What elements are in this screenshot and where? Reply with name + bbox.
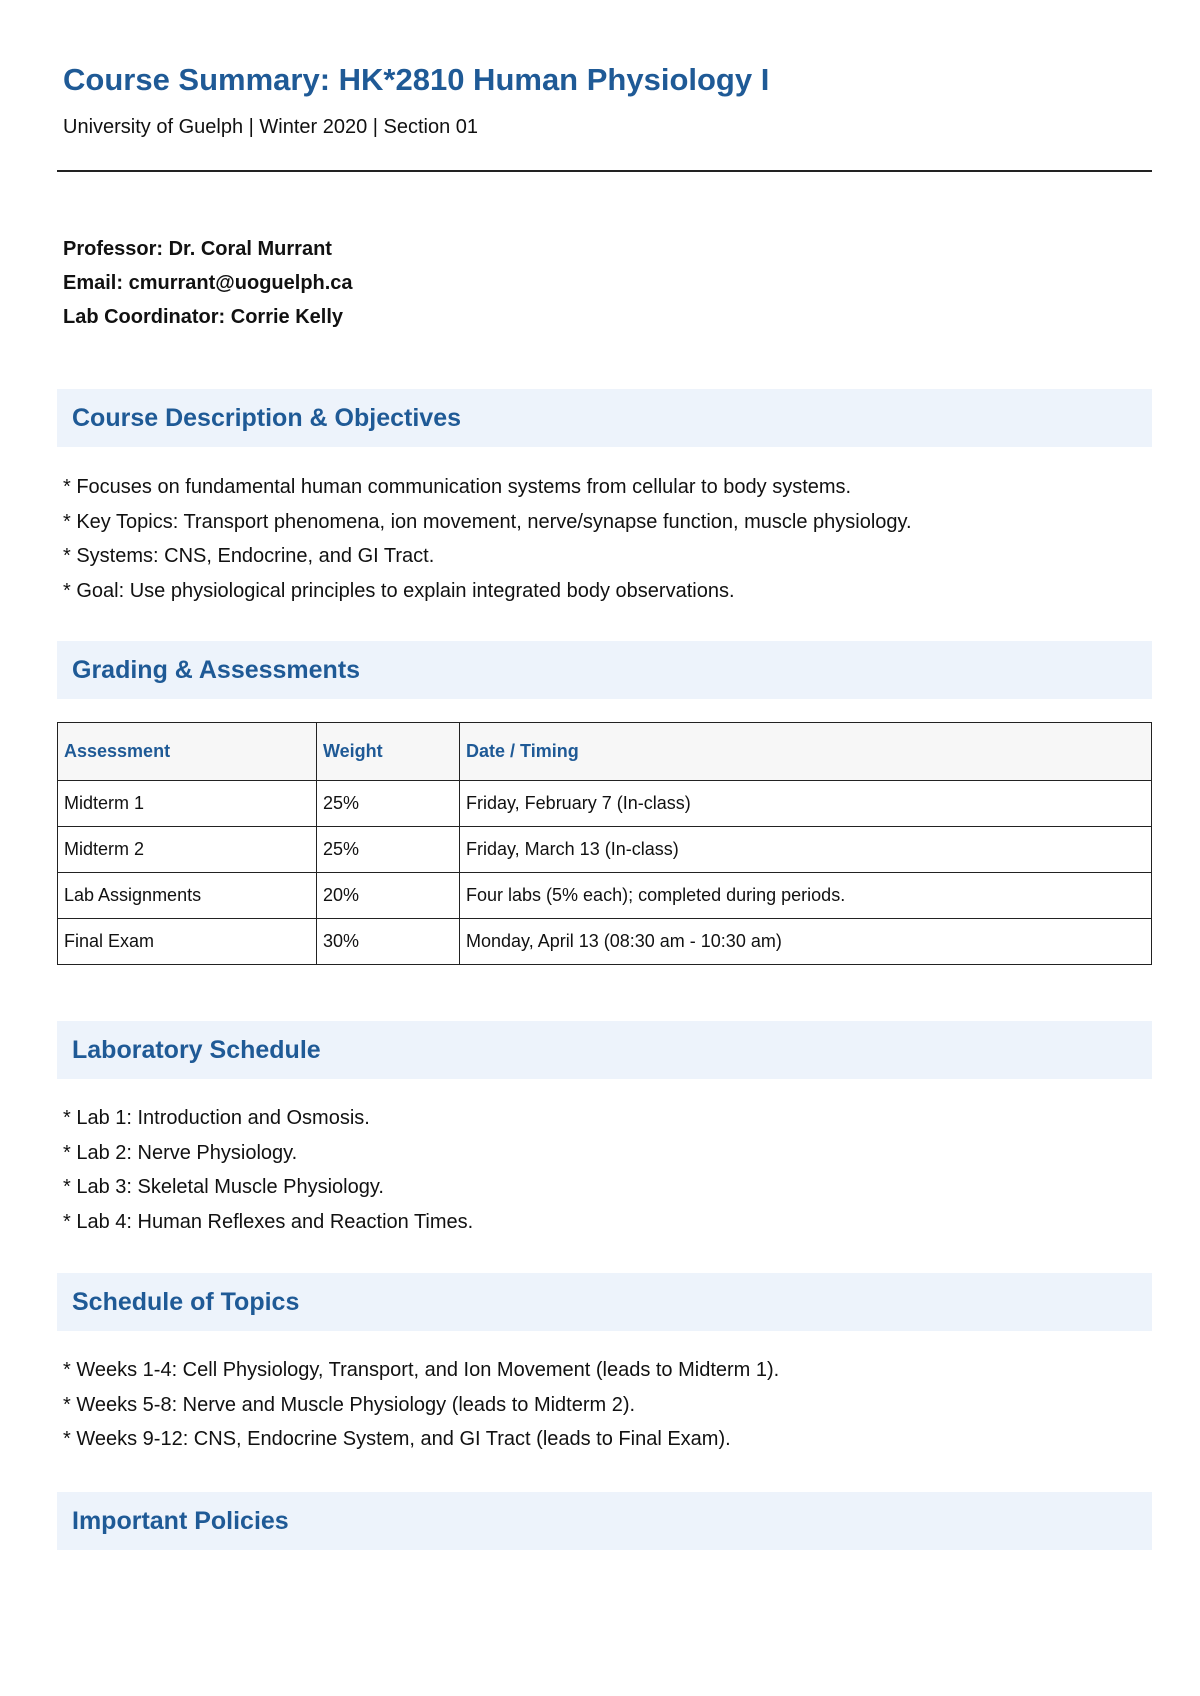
section-header-description: Course Description & Objectives bbox=[57, 389, 1152, 447]
table-cell: 20% bbox=[317, 873, 460, 919]
list-item: * Systems: CNS, Endocrine, and GI Tract. bbox=[63, 545, 435, 567]
table-row bbox=[58, 781, 1152, 827]
list-item: * Weeks 1-4: Cell Physiology, Transport, and Ion Movement (leads to Midterm 1). bbox=[63, 1359, 780, 1381]
column-header-date: Date / Timing bbox=[460, 723, 1152, 781]
list-item: * Key Topics: Transport phenomena, ion movement, nerve/synapse function, muscle physiology. bbox=[63, 510, 912, 533]
list-item: * Goal: Use physiological principles to explain integrated body observations. bbox=[63, 579, 735, 602]
page-title: Course Summary: HK*2810 Human Physiology I bbox=[63, 62, 770, 97]
table-cell: Friday, February 7 (In-class) bbox=[460, 781, 1152, 827]
section-header-grading: Grading & Assessments bbox=[57, 641, 1152, 699]
table-cell: Lab Assignments bbox=[58, 873, 317, 919]
list-item: * Lab 3: Skeletal Muscle Physiology. bbox=[63, 1176, 384, 1198]
table-cell: Friday, March 13 (In-class) bbox=[460, 827, 1152, 873]
topics-list bbox=[63, 1353, 779, 1457]
table-row bbox=[58, 919, 1152, 965]
table-cell: Midterm 1 bbox=[58, 781, 317, 827]
column-header-weight: Weight bbox=[317, 723, 460, 781]
labs-list bbox=[63, 1101, 473, 1239]
table-cell: Four labs (5% each); completed during periods. bbox=[460, 873, 1152, 919]
list-item: * Lab 1: Introduction and Osmosis. bbox=[63, 1107, 370, 1129]
staff-info bbox=[63, 232, 353, 334]
list-item: * Weeks 9-12: CNS, Endocrine System, and GI Tract (leads to Final Exam). bbox=[63, 1428, 731, 1450]
column-header-assessment: Assessment bbox=[58, 723, 317, 781]
list-item: * Weeks 5-8: Nerve and Muscle Physiology (leads to Midterm 2). bbox=[63, 1393, 636, 1416]
list-item: * Lab 4: Human Reflexes and Reaction Times. bbox=[63, 1210, 474, 1233]
table-row bbox=[58, 873, 1152, 919]
page-subtitle: University of Guelph | Winter 2020 | Section 01 bbox=[63, 116, 479, 138]
table-cell: Monday, April 13 (08:30 am - 10:30 am) bbox=[460, 919, 1152, 965]
table-cell: 25% bbox=[317, 781, 460, 827]
list-item: * Focuses on fundamental human communication systems from cellular to body systems. bbox=[63, 476, 852, 498]
grading-table bbox=[57, 722, 1152, 965]
list-item: * Lab 2: Nerve Physiology. bbox=[63, 1141, 298, 1164]
description-list bbox=[63, 470, 912, 608]
professor-line: Professor: Dr. Coral Murrant bbox=[63, 238, 332, 260]
section-header-labs: Laboratory Schedule bbox=[57, 1021, 1152, 1079]
section-header-policies: Important Policies bbox=[57, 1492, 1152, 1550]
table-cell: Midterm 2 bbox=[58, 827, 317, 873]
section-header-topics: Schedule of Topics bbox=[57, 1273, 1152, 1331]
table-row bbox=[58, 827, 1152, 873]
table-header-row bbox=[58, 723, 1152, 781]
email-line: Email: cmurrant@uoguelph.ca bbox=[63, 272, 353, 294]
header-divider bbox=[57, 170, 1152, 172]
table-cell: Final Exam bbox=[58, 919, 317, 965]
lab-coordinator-line: Lab Coordinator: Corrie Kelly bbox=[63, 306, 344, 328]
table-cell: 25% bbox=[317, 827, 460, 873]
table-cell: 30% bbox=[317, 919, 460, 965]
